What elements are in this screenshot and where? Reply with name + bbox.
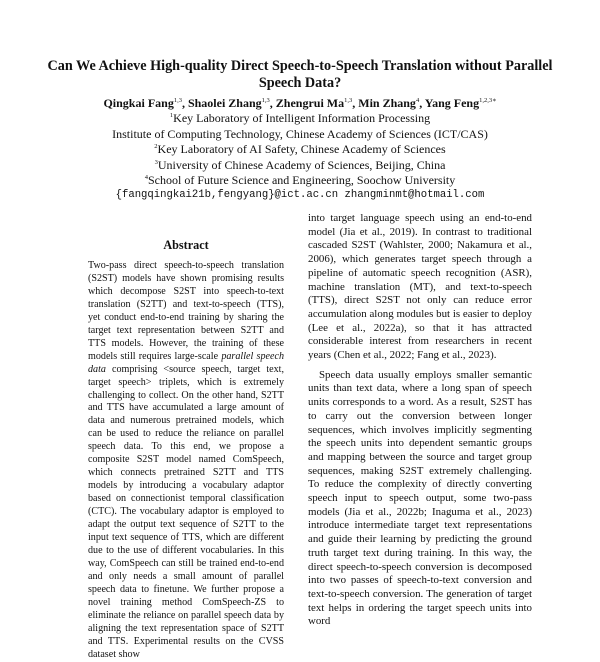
author-5: Yang Feng$^{1,2,3∗}$ — [424, 96, 497, 110]
author-3: Zhengrui Ma$^{1,3}$ — [275, 96, 353, 110]
abstract-heading: Abstract — [163, 238, 209, 252]
affiliation-1-institute: Institute of Computing Technology, Chinese Academy of Sciences (ICT/CAS) — [112, 126, 488, 141]
abstract-text: Two-pass direct speech-to-speech translation (S2ST) models have shown promising results which decompose S2ST into speech-to-text translation (S2TT) and text-to-speech (TTS), yet conduct end-to-end training by sharing the target text representation between S2TT and TTS models. However, the training of these models still requires large-scale parallel speech data comprising <source speech, target text, target speech> triplets, which is extremely challenging to collect. On the other hand, S2TT and TTS have accumulated a large amount of data and numerous pretrained models, which can be used to reduce the reliance on parallel speech data. To this end, we propose a composite S2ST model named ComSpeech, which connects pretrained S2TT and TTS models by introducing a vocabulary adaptor based on connectionist temporal classification (CTC). The vocabulary adaptor is employed to adapt the output text sequence of S2TT to the input text sequence of TTS, which are different due to the use of different vocabularies. In this way, ComSpeech can still be trained end-to-end and only needs a small amount of parallel speech data to finetune. We further propose a novel training method ComSpeech-ZS to eliminate the reliance on parallel speech data by aligning the text representation space of S2TT and TTS. Experimental results on the CVSS dataset show — [88, 260, 284, 660]
author-1: Qingkai Fang$^{1,3}$ — [103, 96, 182, 110]
author-4: Min Zhang$^4$ — [358, 96, 420, 110]
intro-paragraph-1: into target language speech using an end-to-end model (Jia et al., 2019). In contrast to traditional cascaded S2ST (Wahlster, 2000; Nakamura et al., 2006), which generates target speech through a pipeline of automatic speech recognition (ASR), machine translation (MT), and text-to-speech (TTS), direct S2ST not only can reduce error accumulation along modules but is easier to deploy (Lee et al., 2022a), so that it has attracted considerable interest from researchers in recent years (Chen et al., 2022; Fang et al., 2023). — [308, 212, 532, 362]
affiliation-3: $^3$University of Chinese Academy of Sciences, Beijing, China — [154, 157, 446, 172]
paper-title: Can We Achieve High-quality Direct Speech-to-Speech Translation without Parallel Speech Data? — [47, 58, 553, 91]
abstract-column — [88, 238, 284, 662]
intro-paragraph-2: Speech data usually employs smaller semantic units than text data, where a long span of speech units corresponds to a word. As a result, S2ST has to carry out the conversion between longer sequences, which involves implicitly segmenting the speech units into dependent semantic groups and mapping between the source and target group sequences, making S2ST extremely challenging. To reduce the complexity of directly converting speech input to speech output, some two-pass models (Jia et al., 2022b; Inaguma et al., 2023) introduce intermediate target text representations and guide their learning by predicting the ground truth target text during training. In this way, the direct speech-to-speech conversion is decomposed into two passes of speech-to-text conversion and text-to-speech conversion. The generation of target text helps in ordering the target speech units into word — [308, 368, 532, 628]
affiliation-1: $^1$Key Laboratory of Intelligent Information Processing — [169, 111, 431, 126]
author-names: Qingkai Fang$^{1,3}$, Shaolei Zhang$^{1,3}$, Zhengrui Ma$^{1,3}$, Min Zhang$^4$, Yang Feng$^{1,2,3∗}$ — [103, 96, 497, 110]
author-emails: {fangqingkai21b,fengyang}@ict.ac.cn zhangminmt@hotmail.com — [115, 189, 485, 202]
author-block — [30, 96, 570, 204]
affiliation-2: $^2$Key Laboratory of AI Safety, Chinese Academy of Sciences — [154, 142, 446, 157]
affiliation-4: $^4$School of Future Science and Engineering, Soochow University — [144, 173, 456, 188]
author-2: Shaolei Zhang$^{1,3}$ — [187, 96, 270, 110]
introduction-column — [308, 212, 532, 629]
